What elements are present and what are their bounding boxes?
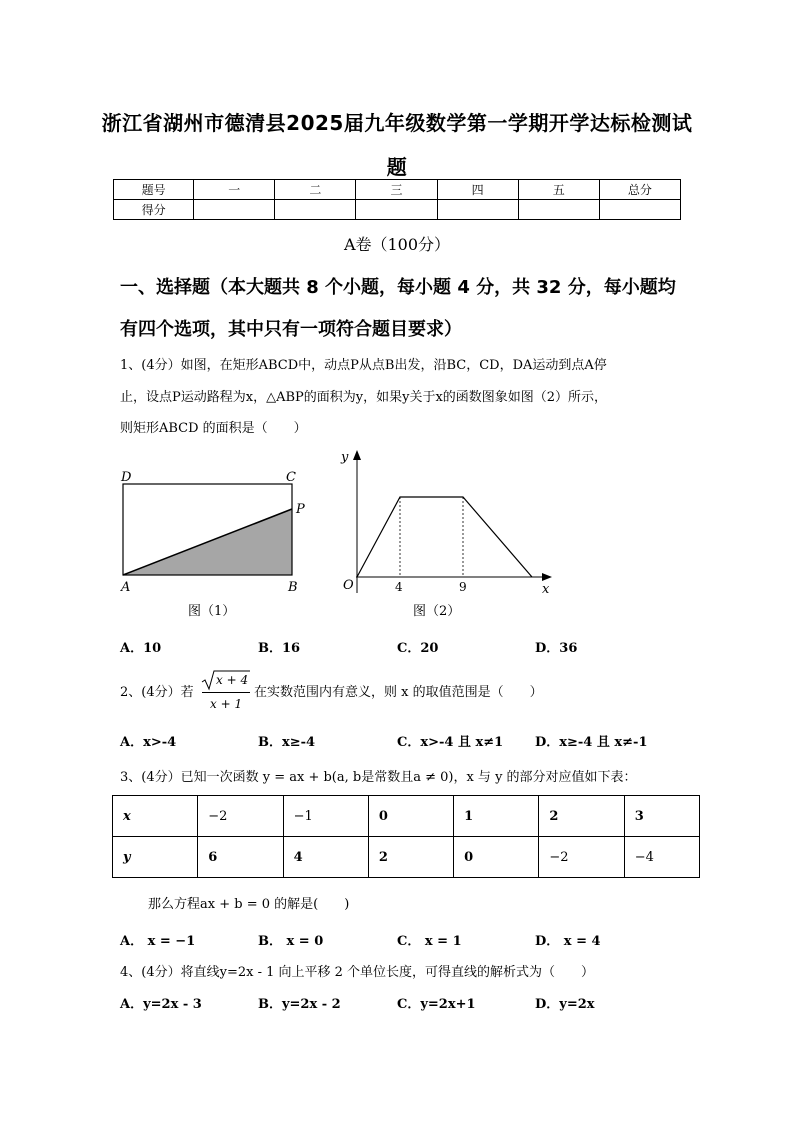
label-d: D — [121, 470, 132, 485]
q3-text: 3、(4分）已知一次函数 y = ax + b(a, b是常数且a ≠ 0)，x 与 y 的部分对应值如下表： — [120, 770, 637, 785]
score-table-row — [114, 200, 681, 220]
score-empty-cell[interactable] — [437, 200, 518, 220]
q3-x-value: −2 — [198, 796, 283, 837]
q1-option-d[interactable]: D．36 — [535, 641, 578, 656]
q3-y-value: −4 — [624, 837, 699, 878]
score-header-cell: 总分 — [599, 180, 680, 200]
q3-option-a[interactable]: A． x = −1 — [120, 934, 196, 949]
q3-x-value: 1 — [454, 796, 539, 837]
q2-denominator: x + 1 — [210, 697, 243, 711]
tick-label-9: 9 — [459, 580, 467, 594]
score-empty-cell[interactable] — [518, 200, 599, 220]
part1-heading-line2: 有四个选项，其中只有一项符合题目要求） — [120, 319, 462, 340]
q1-option-a[interactable]: A．10 — [120, 641, 162, 656]
q3-x-value: 2 — [539, 796, 624, 837]
q3-x-value: 0 — [368, 796, 453, 837]
q1-text-line2: 止，设点P运动路程为x，△ABP的面积为y，如果y关于x的函数图象如图（2）所示， — [120, 390, 608, 405]
q4-option-a[interactable]: A．y=2x - 3 — [120, 997, 202, 1012]
q3-y-label: y — [113, 837, 198, 878]
score-header-cell: 一 — [194, 180, 275, 200]
q4-option-d[interactable]: D．y=2x — [535, 997, 595, 1012]
q3-option-c[interactable]: C． x = 1 — [397, 934, 462, 949]
q3-value-table — [112, 795, 700, 878]
q3-x-value: −1 — [283, 796, 368, 837]
score-header-cell: 三 — [356, 180, 437, 200]
q3-x-value: 3 — [624, 796, 699, 837]
q3-option-b[interactable]: B． x = 0 — [258, 934, 324, 949]
page-title-line2: 题 — [386, 155, 408, 179]
score-empty-cell[interactable] — [194, 200, 275, 220]
x-axis-label: x — [542, 582, 550, 597]
q3-question: 那么方程ax + b = 0 的解是( ) — [148, 897, 350, 912]
q1-option-c[interactable]: C．20 — [397, 641, 439, 656]
tick-label-4: 4 — [395, 580, 403, 594]
label-c: C — [286, 470, 296, 485]
figure-2-caption: 图（2） — [413, 604, 461, 619]
q1-option-b[interactable]: B．16 — [258, 641, 301, 656]
q3-table-row-x — [113, 796, 700, 837]
score-empty-cell[interactable] — [356, 200, 437, 220]
score-empty-cell[interactable] — [599, 200, 680, 220]
q2-option-b[interactable]: B．x≥-4 — [258, 735, 316, 750]
score-table — [113, 179, 681, 220]
score-header-cell: 四 — [437, 180, 518, 200]
q1-text-line1: 1、(4分）如图，在矩形ABCD中，动点P从点B出发，沿BC，CD，DA运动到点A停 — [120, 358, 607, 373]
q2-option-a[interactable]: A．x>-4 — [120, 735, 177, 750]
q4-option-c[interactable]: C．y=2x+1 — [397, 997, 476, 1012]
figure-2-graph — [330, 445, 560, 625]
q3-y-value: −2 — [539, 837, 624, 878]
q4-option-b[interactable]: B．y=2x - 2 — [258, 997, 341, 1012]
q3-option-d[interactable]: D． x = 4 — [535, 934, 601, 949]
q3-x-label: x — [113, 796, 198, 837]
part1-heading-line1: 一、选择题（本大题共 8 个小题，每小题 4 分，共 32 分，每小题均 — [120, 277, 676, 298]
q1-text-line3: 则矩形ABCD 的面积是（ ） — [120, 421, 307, 436]
q2-fraction-bar — [202, 692, 250, 693]
score-header-cell: 二 — [275, 180, 356, 200]
q3-y-value: 2 — [368, 837, 453, 878]
q2-option-d[interactable]: D．x≥-4 且 x≠-1 — [535, 735, 648, 750]
y-axis-label: y — [341, 450, 349, 465]
label-a: A — [121, 580, 131, 595]
q2-prefix: 2、(4分）若 — [120, 685, 194, 700]
q2-numerator: x + 4 — [216, 673, 249, 687]
label-b: B — [288, 580, 298, 595]
q3-y-value: 4 — [283, 837, 368, 878]
score-empty-cell[interactable] — [275, 200, 356, 220]
label-p: P — [296, 502, 305, 517]
x-axis-arrow — [542, 573, 552, 581]
score-row-label: 得分 — [114, 200, 194, 220]
score-table-header-row — [114, 180, 681, 200]
score-header-cell: 题号 — [114, 180, 194, 200]
function-graph-line — [357, 497, 532, 577]
score-header-cell: 五 — [518, 180, 599, 200]
q3-y-value: 6 — [198, 837, 283, 878]
figure-1-rectangle — [110, 460, 320, 625]
section-a-heading: A卷（100分） — [343, 235, 451, 254]
y-axis-arrow — [353, 450, 361, 460]
q3-y-value: 0 — [454, 837, 539, 878]
q2-fraction — [200, 668, 252, 716]
q3-table-row-y — [113, 837, 700, 878]
q2-option-c[interactable]: C．x>-4 且 x≠1 — [397, 735, 504, 750]
origin-label: O — [343, 578, 354, 593]
figure-1-caption: 图（1） — [188, 604, 236, 619]
q2-suffix: 在实数范围内有意义，则 x 的取值范围是（ ） — [254, 685, 543, 700]
q4-text: 4、(4分）将直线y=2x - 1 向上平移 2 个单位长度，可得直线的解析式为（ ） — [120, 965, 595, 980]
page-title: 浙江省湖州市德清县2025届九年级数学第一学期开学达标检测试 — [101, 111, 693, 135]
